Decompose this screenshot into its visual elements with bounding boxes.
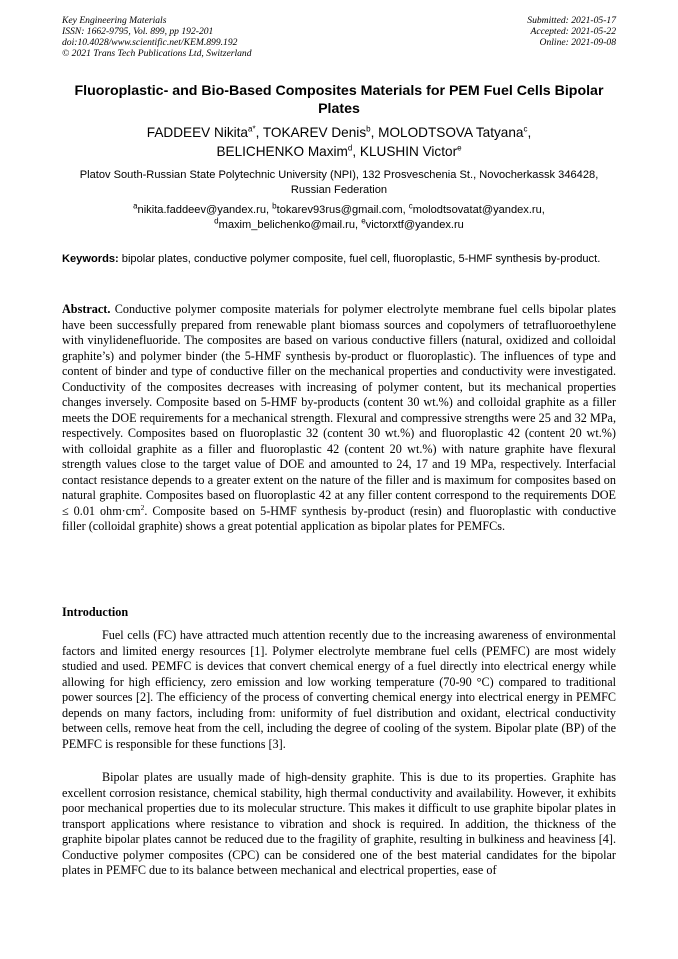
author-separator: , [370, 125, 379, 140]
email-separator: , [355, 219, 362, 231]
email-mark: e [361, 216, 366, 226]
submitted-date: Submitted: 2021-05-17 [527, 15, 616, 26]
abstract-text-end: . Composite based on 5-HMF synthesis by-product (resin) and fluoroplastic with conductive filler (colloidal graphite) shows a great potential application as bipolar plates for PEMFCs. [62, 503, 616, 533]
email-link[interactable]: molodtsovatat@yandex.ru [412, 204, 542, 216]
author-name: BELICHENKO Maxim [216, 144, 348, 159]
accepted-date: Accepted: 2021-05-22 [530, 26, 616, 37]
email-mark: c [408, 201, 413, 211]
abstract-label: Abstract. [62, 302, 111, 316]
dates-header [527, 15, 616, 48]
abstract-text: Conductive polymer composite materials for polymer electrolyte membrane fuel cells bipolar plates have been successfully prepared from renewable plant biomass sources and copolymers of tetrafluoroethylene with vinylidenefluoride. The composites are based on various conductive fillers (natural, oxidized and colloidal graphite’s) and polymer binder (the 5-HMF synthesis by-product or fluoroplastic). The influences of type and content of binder and type of conductive filler on the mechanical properties and conductivity were investigated. Conductivity of the composites decreases with increasing of polymer content, but its mechanical properties changes inversely. Composite based on 5-HMF by-products (content 30 wt.%) and colloidal graphite as a filler meets the DOE requirements for a mechanical strength. Flexural and compressive strengths were 25 and 32 MPa, respectively. Composites based on fluoroplastic 32 (content 30 wt.%) and fluoroplastic 42 (content 20 wt.%) with colloidal graphite as a filler and fluoroplastic 42 (content 20 wt.%) with nature graphite have flexural strength values close to the target value of DOE and amounted to 24, 17 and 19 MPa, respectively. Interfacial contact resistance depends to a greater extent on the nature of the filler and is maximum for composites based on natural graphite. Composites based on fluoroplastic 42 at any filler content correspond to the requirements DOE ≤ 0.01 ohm·cm [62, 302, 616, 518]
author-separator: , [352, 144, 360, 159]
keywords-text: bipolar plates, conductive polymer composite, fuel cell, fluoroplastic, 5-HMF synthesis by-product. [118, 253, 601, 265]
email-link[interactable]: maxim_belichenko@mail.ru [218, 219, 356, 231]
email-mark: d [214, 216, 219, 226]
journal-copyright: © 2021 Trans Tech Publications Ltd, Switzerland [62, 48, 252, 59]
author-name: MOLODTSOVA Tatyana [378, 125, 524, 140]
email-separator: , [541, 204, 545, 216]
author-mark: a* [248, 124, 256, 134]
author-mark: c [523, 124, 528, 134]
author-mark: b [366, 124, 371, 134]
email-separator: , [402, 204, 409, 216]
keywords-label: Keywords: [62, 253, 119, 265]
email-separator: , [266, 204, 273, 216]
author-name: FADDEEV Nikita [146, 125, 248, 140]
email-mark: b [272, 201, 277, 211]
author-separator: , [255, 125, 263, 140]
introduction-paragraph: Bipolar plates are usually made of high-density graphite. This is due to its properties. Graphite has excellent corrosion resistance, chemical stability, high thermal conductivity and availability. However, it exhibits poor mechanical properties due to its molecular structure. This makes it difficult to use graphite bipolar plates in transport applications where resistance to vibration and shock is required. In addition, the thickness of the graphite bipolar plates cannot be reduced due to the fragility of graphite, resulting in bulkiness and heaviness [4]. Conductive polymer composites (CPC) can be considered one of the best material candidates for the bipolar plates in PEMFC due to its balance between mechanical and electrical properties, ease of [62, 770, 616, 877]
email-link[interactable]: victorxtf@yandex.ru [365, 219, 464, 231]
author-list [62, 123, 616, 161]
journal-issn: ISSN: 1662-9795, Vol. 899, pp 192-201 [62, 26, 214, 37]
paper-title: Fluoroplastic- and Bio-Based Composites Materials for PEM Fuel Cells Bipolar Plates [74, 83, 604, 117]
email-list [62, 203, 616, 233]
abstract [62, 302, 616, 535]
journal-header [62, 15, 252, 59]
affiliation: Platov South-Russian State Polytechnic University (NPI), 132 Prosveschenia St., Novocherkassk 346428, Russian Federation [79, 169, 599, 196]
author-mark: d [347, 143, 353, 153]
journal-doi[interactable]: doi:10.4028/www.scientific.net/KEM.899.192 [62, 37, 238, 48]
email-mark: a [133, 201, 138, 211]
keywords [62, 252, 616, 267]
author-mark: e [457, 143, 462, 153]
author-name: KLUSHIN Victor [359, 144, 458, 159]
online-date: Online: 2021-09-08 [539, 37, 616, 48]
journal-name: Key Engineering Materials [62, 15, 167, 26]
introduction-paragraph: Fuel cells (FC) have attracted much attention recently due to the increasing awareness of environmental factors and limited energy resources [1]. Polymer electrolyte membrane fuel cells (PEMFC) are most widely studied and used. PEMFC is devices that convert chemical energy of a fuel directly into electrical energy while allowing for high efficiency, zero emission and low working temperature (70-90 °C) compared to traditional power sources [2]. The efficiency of the process of converting chemical energy into electrical energy in PEMFC depends on many factors, including from: uniformity of fuel distribution and oxidant, electrical conductivity between cells, remove heat from the cell, including the degree of cooling of the system. Bipolar plate (BP) of the PEMFC is responsible for these functions [3]. [62, 628, 616, 751]
author-separator: , [527, 125, 532, 140]
email-link[interactable]: nikita.faddeev@yandex.ru [137, 204, 266, 216]
introduction-heading: Introduction [62, 605, 129, 619]
author-name: TOKAREV Denis [262, 125, 367, 140]
abstract-superscript: 2 [140, 502, 145, 512]
email-link[interactable]: tokarev93rus@gmail.com [276, 204, 403, 216]
